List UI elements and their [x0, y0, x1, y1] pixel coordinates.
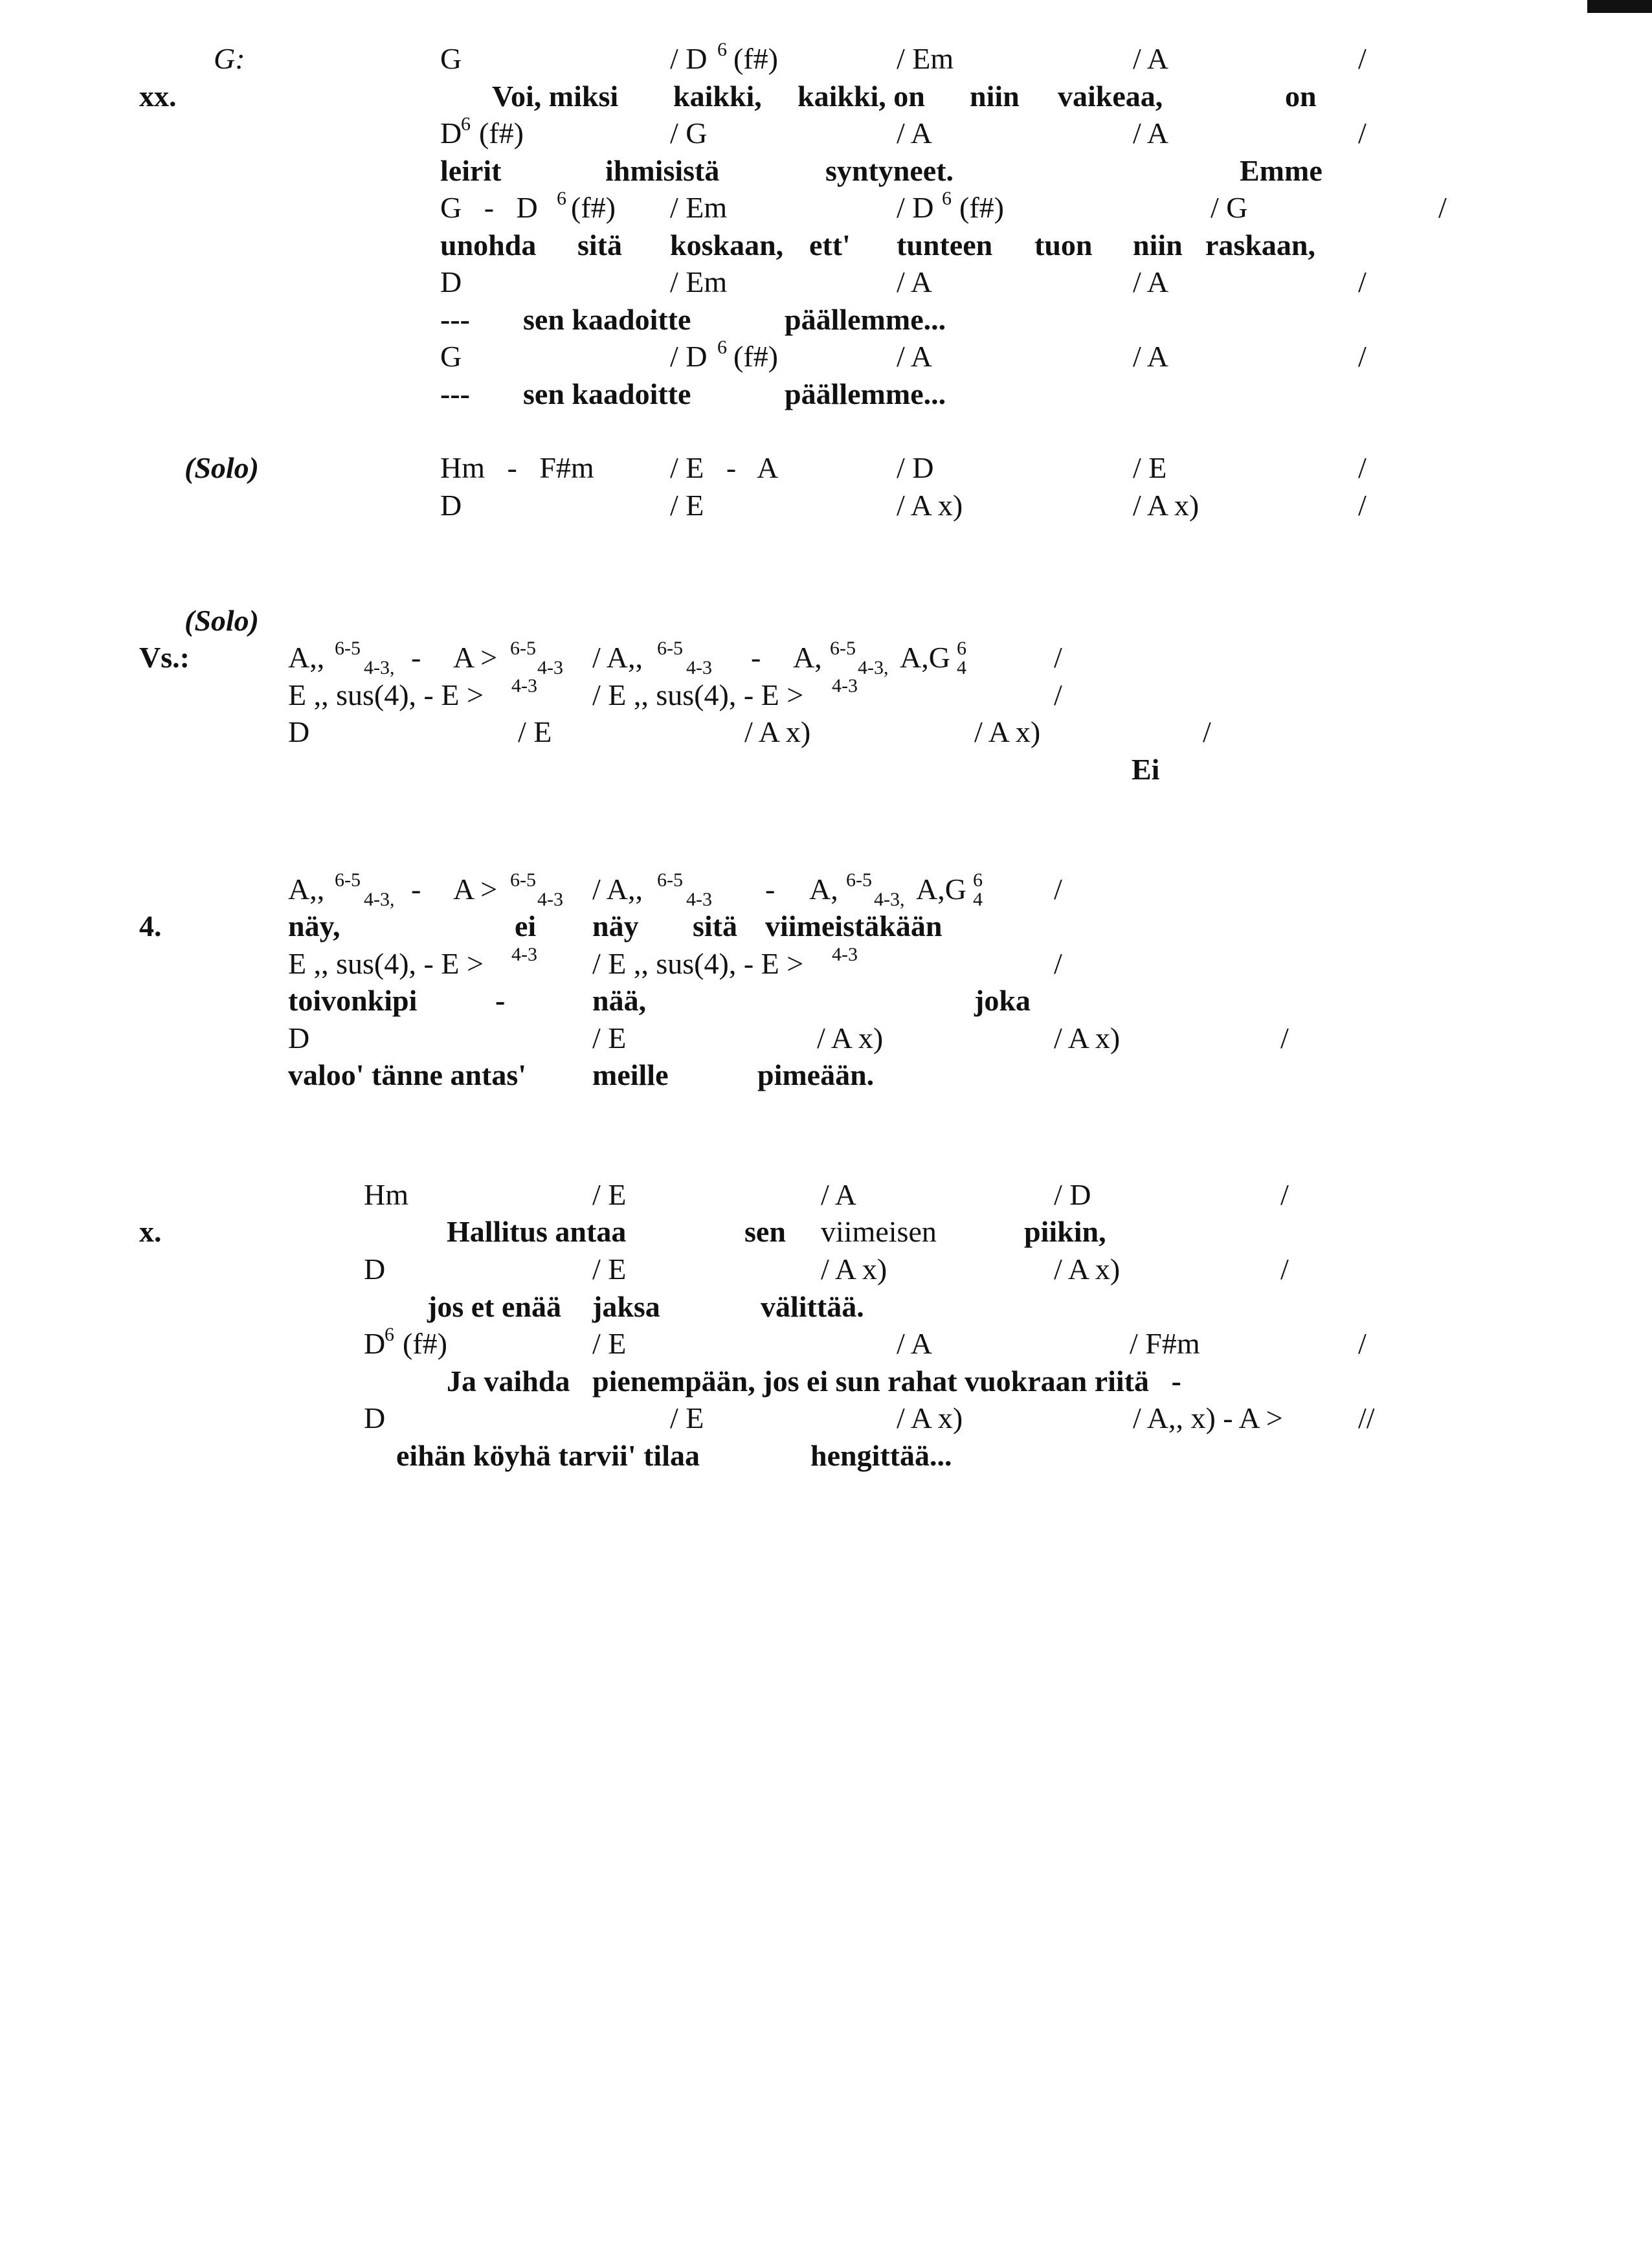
chord-text-139: / A x) [1054, 1021, 1121, 1054]
chord-text-51: G [440, 340, 462, 373]
lyric-text-59: sen kaadoitte [523, 377, 691, 410]
lyric-text-169: Ja vaihda [447, 1365, 570, 1398]
chord-text-4: (f#) [733, 42, 778, 75]
lyric-text-39: tunteen [897, 229, 993, 262]
chord-index-83: 4-3 [686, 657, 712, 678]
chord-text-167: / F#m [1130, 1327, 1200, 1360]
lyric-text-37: koskaan, [670, 229, 784, 262]
chord-index-109: 4-3 [537, 889, 563, 910]
lyric-text-12: niin [970, 80, 1020, 113]
chord-text-77: - [411, 641, 421, 674]
chord-text-66: / [1358, 451, 1367, 484]
lyric-text-60: päällemme... [785, 377, 946, 410]
chord-text-5: / Em [897, 42, 954, 75]
lyric-text-50: päällemme... [785, 303, 946, 336]
lyric-text-126: viimeistäkään [765, 909, 943, 942]
chord-text-156: / A x) [821, 1253, 887, 1286]
lyric-text-49: sen kaadoitte [523, 303, 691, 336]
chord-text-78: A > [453, 641, 498, 674]
chord-index-95: 4-3 [832, 675, 858, 697]
chord-index-27: 6 [557, 188, 566, 209]
lyric-text-25: Emme [1240, 154, 1323, 187]
chord-text-175: // [1358, 1401, 1375, 1434]
lyric-text-121: 4. [139, 909, 162, 942]
lyric-text-135: joka [974, 984, 1031, 1017]
lyric-text-142: meille [592, 1058, 669, 1091]
chord-index-53: 6 [717, 337, 727, 358]
chord-text-113: - [765, 873, 776, 906]
chord-index-16: 6 [461, 113, 471, 135]
lyric-text-141: valoo' tänne antas' [288, 1058, 527, 1091]
lyric-text-125: sitä [693, 909, 737, 942]
lyric-text-14: on [1285, 80, 1317, 113]
chord-text-52: / D [670, 340, 708, 373]
lyric-text-41: niin [1133, 229, 1183, 262]
chord-text-114: A, [809, 873, 838, 906]
chord-text-110: / A,, [592, 873, 643, 906]
chord-text-107: A > [453, 873, 498, 906]
chord-text-15: D [440, 117, 462, 150]
chord-text-21: / [1358, 117, 1367, 150]
chord-text-33: / G [1211, 191, 1248, 224]
chord-text-84: - [751, 641, 761, 674]
chord-text-101: / [1203, 715, 1211, 748]
chord-index-119: 4 [973, 889, 983, 910]
lyric-text-23: ihmisistä [605, 154, 720, 187]
chord-text-98: / E [518, 715, 552, 748]
lyric-text-134: nää, [592, 984, 647, 1017]
chord-text-140: / [1280, 1021, 1289, 1054]
lyric-text-11: kaikki, on [798, 80, 925, 113]
lyric-text-40: tuon [1034, 229, 1093, 262]
chord-text-106: - [411, 873, 421, 906]
lyric-text-38: ett' [809, 229, 851, 262]
chord-text-92: E ,, sus(4), - E > [288, 678, 484, 711]
chord-text-172: / E [670, 1401, 704, 1434]
chord-text-138: / A x) [817, 1021, 884, 1054]
chord-text-44: / Em [670, 265, 728, 298]
chord-text-26: G - D [440, 191, 538, 224]
chord-text-74: A,, [288, 641, 325, 674]
lyric-text-177: hengittää... [810, 1439, 952, 1472]
lyric-text-36: sitä [577, 229, 622, 262]
chord-text-88: A,G [900, 641, 950, 674]
chord-text-57: / [1358, 340, 1367, 373]
chord-text-18: / G [670, 117, 708, 150]
chord-text-67: D [440, 489, 462, 522]
chord-text-43: D [440, 265, 462, 298]
chord-text-17: (f#) [479, 117, 524, 150]
lyric-text-48: --- [440, 303, 470, 336]
chord-text-147: / D [1054, 1178, 1091, 1211]
chord-text-97: D [288, 715, 310, 748]
chord-text-144: Hm [364, 1178, 408, 1211]
lyric-text-143: pimeään. [757, 1058, 875, 1091]
chord-text-173: / A x) [897, 1401, 963, 1434]
chord-text-72: (Solo) [184, 604, 259, 637]
chord-index-163: 6 [385, 1324, 394, 1345]
chord-text-28: (f#) [571, 191, 616, 224]
lyric-text-102: Ei [1132, 753, 1160, 786]
chord-index-76: 4-3, [364, 657, 395, 678]
chord-index-75: 6-5 [335, 638, 361, 659]
chord-text-117: A,G [916, 873, 966, 906]
chord-text-94: / E ,, sus(4), - E > [592, 678, 804, 711]
chord-text-99: / A x) [744, 715, 811, 748]
chord-text-96: / [1054, 678, 1062, 711]
lyric-text-170: pienempään, jos ei sun rahat vuokraan riitä - [592, 1365, 1181, 1398]
chord-index-105: 4-3, [364, 889, 395, 910]
lyric-text-8: xx. [139, 80, 177, 113]
chord-text-81: / A,, [592, 641, 643, 674]
chord-text-55: / A [897, 340, 932, 373]
lyric-text-149: x. [139, 1215, 162, 1248]
chord-text-166: / A [897, 1327, 932, 1360]
chord-text-155: / E [592, 1253, 627, 1286]
chord-index-90: 4 [957, 657, 966, 678]
chord-index-79: 6-5 [510, 638, 536, 659]
chord-text-47: / [1358, 265, 1367, 298]
chord-text-157: / A x) [1054, 1253, 1121, 1286]
lyric-text-13: vaikeaa, [1058, 80, 1163, 113]
chord-text-120: / [1054, 873, 1062, 906]
chord-index-86: 6-5 [830, 638, 856, 659]
lyric-text-10: kaikki, [673, 80, 762, 113]
chord-text-100: / A x) [974, 715, 1041, 748]
chord-index-87: 4-3, [858, 657, 889, 678]
chord-text-56: / A [1133, 340, 1168, 373]
chord-text-19: / A [897, 117, 932, 150]
lyric-text-122: näy, [288, 909, 340, 942]
chord-index-116: 4-3, [874, 889, 905, 910]
chord-text-1: G [440, 42, 462, 75]
lyric-text-160: jaksa [592, 1290, 660, 1323]
chord-index-89: 6 [957, 638, 966, 659]
chord-index-108: 6-5 [510, 869, 536, 891]
chord-text-152: viimeisen [821, 1215, 937, 1248]
chord-text-145: / E [592, 1178, 627, 1211]
chord-text-71: / [1358, 489, 1367, 522]
chord-text-68: / E [670, 489, 704, 522]
chord-text-45: / A [897, 265, 932, 298]
chord-text-171: D [364, 1401, 386, 1434]
chord-text-30: / D [897, 191, 934, 224]
chord-text-69: / A x) [897, 489, 963, 522]
lyric-text-161: välittää. [761, 1290, 864, 1323]
chord-text-7: / [1358, 42, 1367, 75]
chord-text-0: G: [214, 42, 245, 75]
chord-text-46: / A [1133, 265, 1168, 298]
chord-text-29: / Em [670, 191, 728, 224]
lyric-text-35: unohda [440, 229, 537, 262]
chord-text-91: / [1054, 641, 1062, 674]
lyric-text-58: --- [440, 377, 470, 410]
lyric-text-151: sen [744, 1215, 786, 1248]
chord-text-63: / E - A [670, 451, 779, 484]
chord-index-128: 4-3 [511, 944, 537, 965]
chord-text-164: (f#) [403, 1327, 447, 1360]
chord-index-31: 6 [942, 188, 952, 209]
chord-text-85: A, [793, 641, 822, 674]
chord-index-93: 4-3 [511, 675, 537, 697]
lyric-text-42: raskaan, [1205, 229, 1315, 262]
chord-index-80: 4-3 [537, 657, 563, 678]
chord-text-103: A,, [288, 873, 325, 906]
lyric-text-124: näy [592, 909, 639, 942]
chord-index-111: 6-5 [657, 869, 683, 891]
lyric-text-133: - [495, 984, 506, 1017]
chord-text-61: (Solo) [184, 451, 259, 484]
scan-corner-mark [1587, 0, 1652, 13]
chord-text-131: / [1054, 947, 1062, 980]
chord-text-168: / [1358, 1327, 1367, 1360]
chord-text-32: (f#) [959, 191, 1004, 224]
chord-index-3: 6 [717, 39, 727, 60]
chord-text-54: (f#) [733, 340, 778, 373]
chord-text-2: / D [670, 42, 708, 75]
chord-index-115: 6-5 [846, 869, 872, 891]
lyric-text-159: jos et enää [427, 1290, 561, 1323]
lyric-text-22: leirit [440, 154, 502, 187]
lyric-text-132: toivonkipi [288, 984, 418, 1017]
chord-index-82: 6-5 [657, 638, 683, 659]
chord-index-112: 4-3 [686, 889, 712, 910]
chord-text-137: / E [592, 1021, 627, 1054]
lyric-text-73: Vs.: [139, 641, 190, 674]
chord-text-129: / E ,, sus(4), - E > [592, 947, 804, 980]
chord-text-20: / A [1133, 117, 1168, 150]
chord-text-136: D [288, 1021, 310, 1054]
chord-text-146: / A [821, 1178, 856, 1211]
chord-text-154: D [364, 1253, 386, 1286]
chord-index-104: 6-5 [335, 869, 361, 891]
chord-text-162: D [364, 1327, 386, 1360]
chord-text-174: / A,, x) - A > [1133, 1401, 1283, 1434]
chord-text-148: / [1280, 1178, 1289, 1211]
lyric-text-153: piikin, [1024, 1215, 1106, 1248]
chord-text-165: / E [592, 1327, 627, 1360]
chord-text-34: / [1438, 191, 1447, 224]
lyric-text-150: Hallitus antaa [447, 1215, 627, 1248]
chord-text-158: / [1280, 1253, 1289, 1286]
chord-text-65: / E [1133, 451, 1167, 484]
chord-text-62: Hm - F#m [440, 451, 594, 484]
chord-text-70: / A x) [1133, 489, 1200, 522]
chord-index-118: 6 [973, 869, 983, 891]
lyric-text-24: syntyneet. [825, 154, 954, 187]
chord-index-130: 4-3 [832, 944, 858, 965]
lyric-text-9: Voi, miksi [492, 80, 619, 113]
chord-text-6: / A [1133, 42, 1168, 75]
lyric-text-123: ei [515, 909, 537, 942]
chord-text-64: / D [897, 451, 934, 484]
lyric-text-176: eihän köyhä tarvii' tilaa [396, 1439, 700, 1472]
chord-text-127: E ,, sus(4), - E > [288, 947, 484, 980]
